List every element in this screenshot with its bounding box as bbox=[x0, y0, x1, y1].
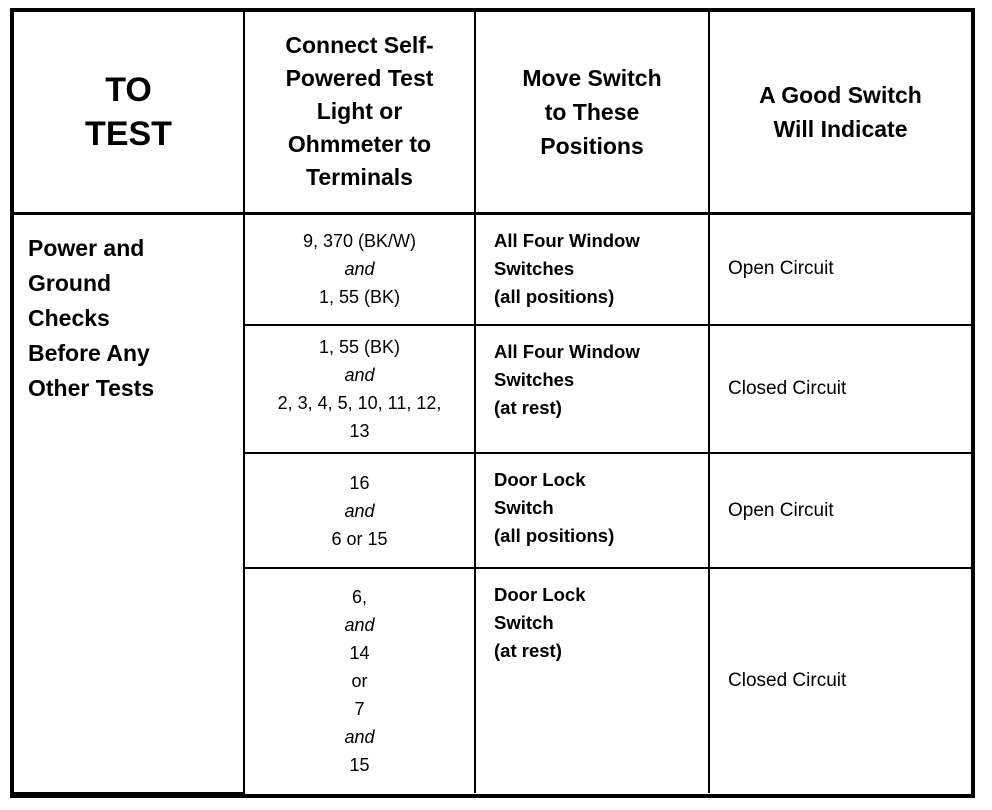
terminal-line: and bbox=[344, 727, 375, 747]
switch-position-line: (all positions) bbox=[494, 525, 615, 546]
header-test-line: TEST bbox=[85, 114, 172, 153]
terminals-cell bbox=[244, 213, 475, 325]
switch-position-line: (all positions) bbox=[494, 285, 615, 307]
terminal-line: 14 bbox=[349, 643, 370, 663]
header-connect-line: Light or bbox=[316, 98, 403, 125]
test-name-line: Other Tests bbox=[28, 374, 155, 401]
switch-position-cell bbox=[475, 213, 709, 325]
terminal-line: 6 or 15 bbox=[331, 528, 388, 549]
test-name-line: Checks bbox=[28, 304, 110, 331]
switch-test-table bbox=[14, 12, 971, 794]
header-good-switch bbox=[709, 12, 971, 213]
terminals-cell bbox=[244, 568, 475, 793]
result-cell: Closed Circuit bbox=[709, 325, 971, 453]
terminals-cell bbox=[244, 453, 475, 568]
terminals-cell bbox=[244, 325, 475, 453]
terminal-line: 6, bbox=[351, 587, 367, 607]
terminal-line: 13 bbox=[349, 421, 370, 441]
switch-position-line: All Four Window bbox=[494, 229, 640, 251]
test-name-line: Power and bbox=[28, 234, 145, 261]
switch-position-cell bbox=[475, 453, 709, 568]
test-name-cell bbox=[14, 213, 244, 793]
terminal-line: 1, 55 (BK) bbox=[318, 337, 401, 357]
result-cell: Open Circuit bbox=[709, 453, 971, 568]
switch-position-line: Switches bbox=[494, 369, 575, 390]
terminal-line: 16 bbox=[349, 472, 370, 493]
terminal-line: and bbox=[344, 365, 375, 385]
terminal-line: or bbox=[351, 671, 368, 691]
terminal-line: and bbox=[344, 259, 375, 280]
header-move-line: Move Switch bbox=[522, 64, 662, 91]
test-name-line: Ground bbox=[28, 269, 112, 296]
terminal-line: 2, 3, 4, 5, 10, 11, 12, bbox=[277, 393, 442, 413]
header-connect-terminals bbox=[244, 12, 475, 213]
header-test-line: TO bbox=[105, 70, 152, 109]
header-to-test bbox=[14, 12, 244, 213]
terminal-line: and bbox=[344, 500, 375, 521]
switch-position-cell bbox=[475, 568, 709, 793]
header-move-line: Positions bbox=[540, 132, 644, 159]
terminal-line: and bbox=[344, 615, 375, 635]
terminal-line: 9, 370 (BK/W) bbox=[302, 231, 417, 252]
header-move-switch bbox=[475, 12, 709, 213]
header-row bbox=[14, 12, 971, 213]
test-name-line: Before Any bbox=[28, 339, 150, 366]
terminal-line: 15 bbox=[349, 755, 370, 775]
result-cell: Open Circuit bbox=[709, 213, 971, 325]
result-cell: Closed Circuit bbox=[709, 568, 971, 793]
switch-position-line: (at rest) bbox=[494, 397, 562, 418]
header-good-line: Will Indicate bbox=[773, 115, 908, 142]
switch-position-cell bbox=[475, 325, 709, 453]
header-good-line: A Good Switch bbox=[759, 81, 922, 108]
switch-test-table-frame bbox=[10, 8, 975, 798]
terminal-line: 7 bbox=[354, 699, 365, 719]
table-row bbox=[14, 213, 971, 325]
header-connect-line: Powered Test bbox=[285, 65, 434, 92]
header-move-line: to These bbox=[544, 98, 640, 125]
terminal-line: 1, 55 (BK) bbox=[318, 287, 401, 308]
switch-position-line: Switch bbox=[494, 497, 554, 518]
switch-position-line: Switch bbox=[494, 612, 554, 633]
switch-position-line: Door Lock bbox=[494, 469, 586, 490]
switch-position-line: Door Lock bbox=[494, 584, 586, 605]
switch-position-line: All Four Window bbox=[494, 341, 640, 362]
switch-position-line: (at rest) bbox=[494, 640, 562, 661]
header-connect-line: Ohmmeter to bbox=[287, 131, 432, 158]
switch-position-line: Switches bbox=[494, 257, 575, 279]
header-connect-line: Connect Self- bbox=[285, 32, 434, 59]
header-connect-line: Terminals bbox=[306, 164, 413, 191]
